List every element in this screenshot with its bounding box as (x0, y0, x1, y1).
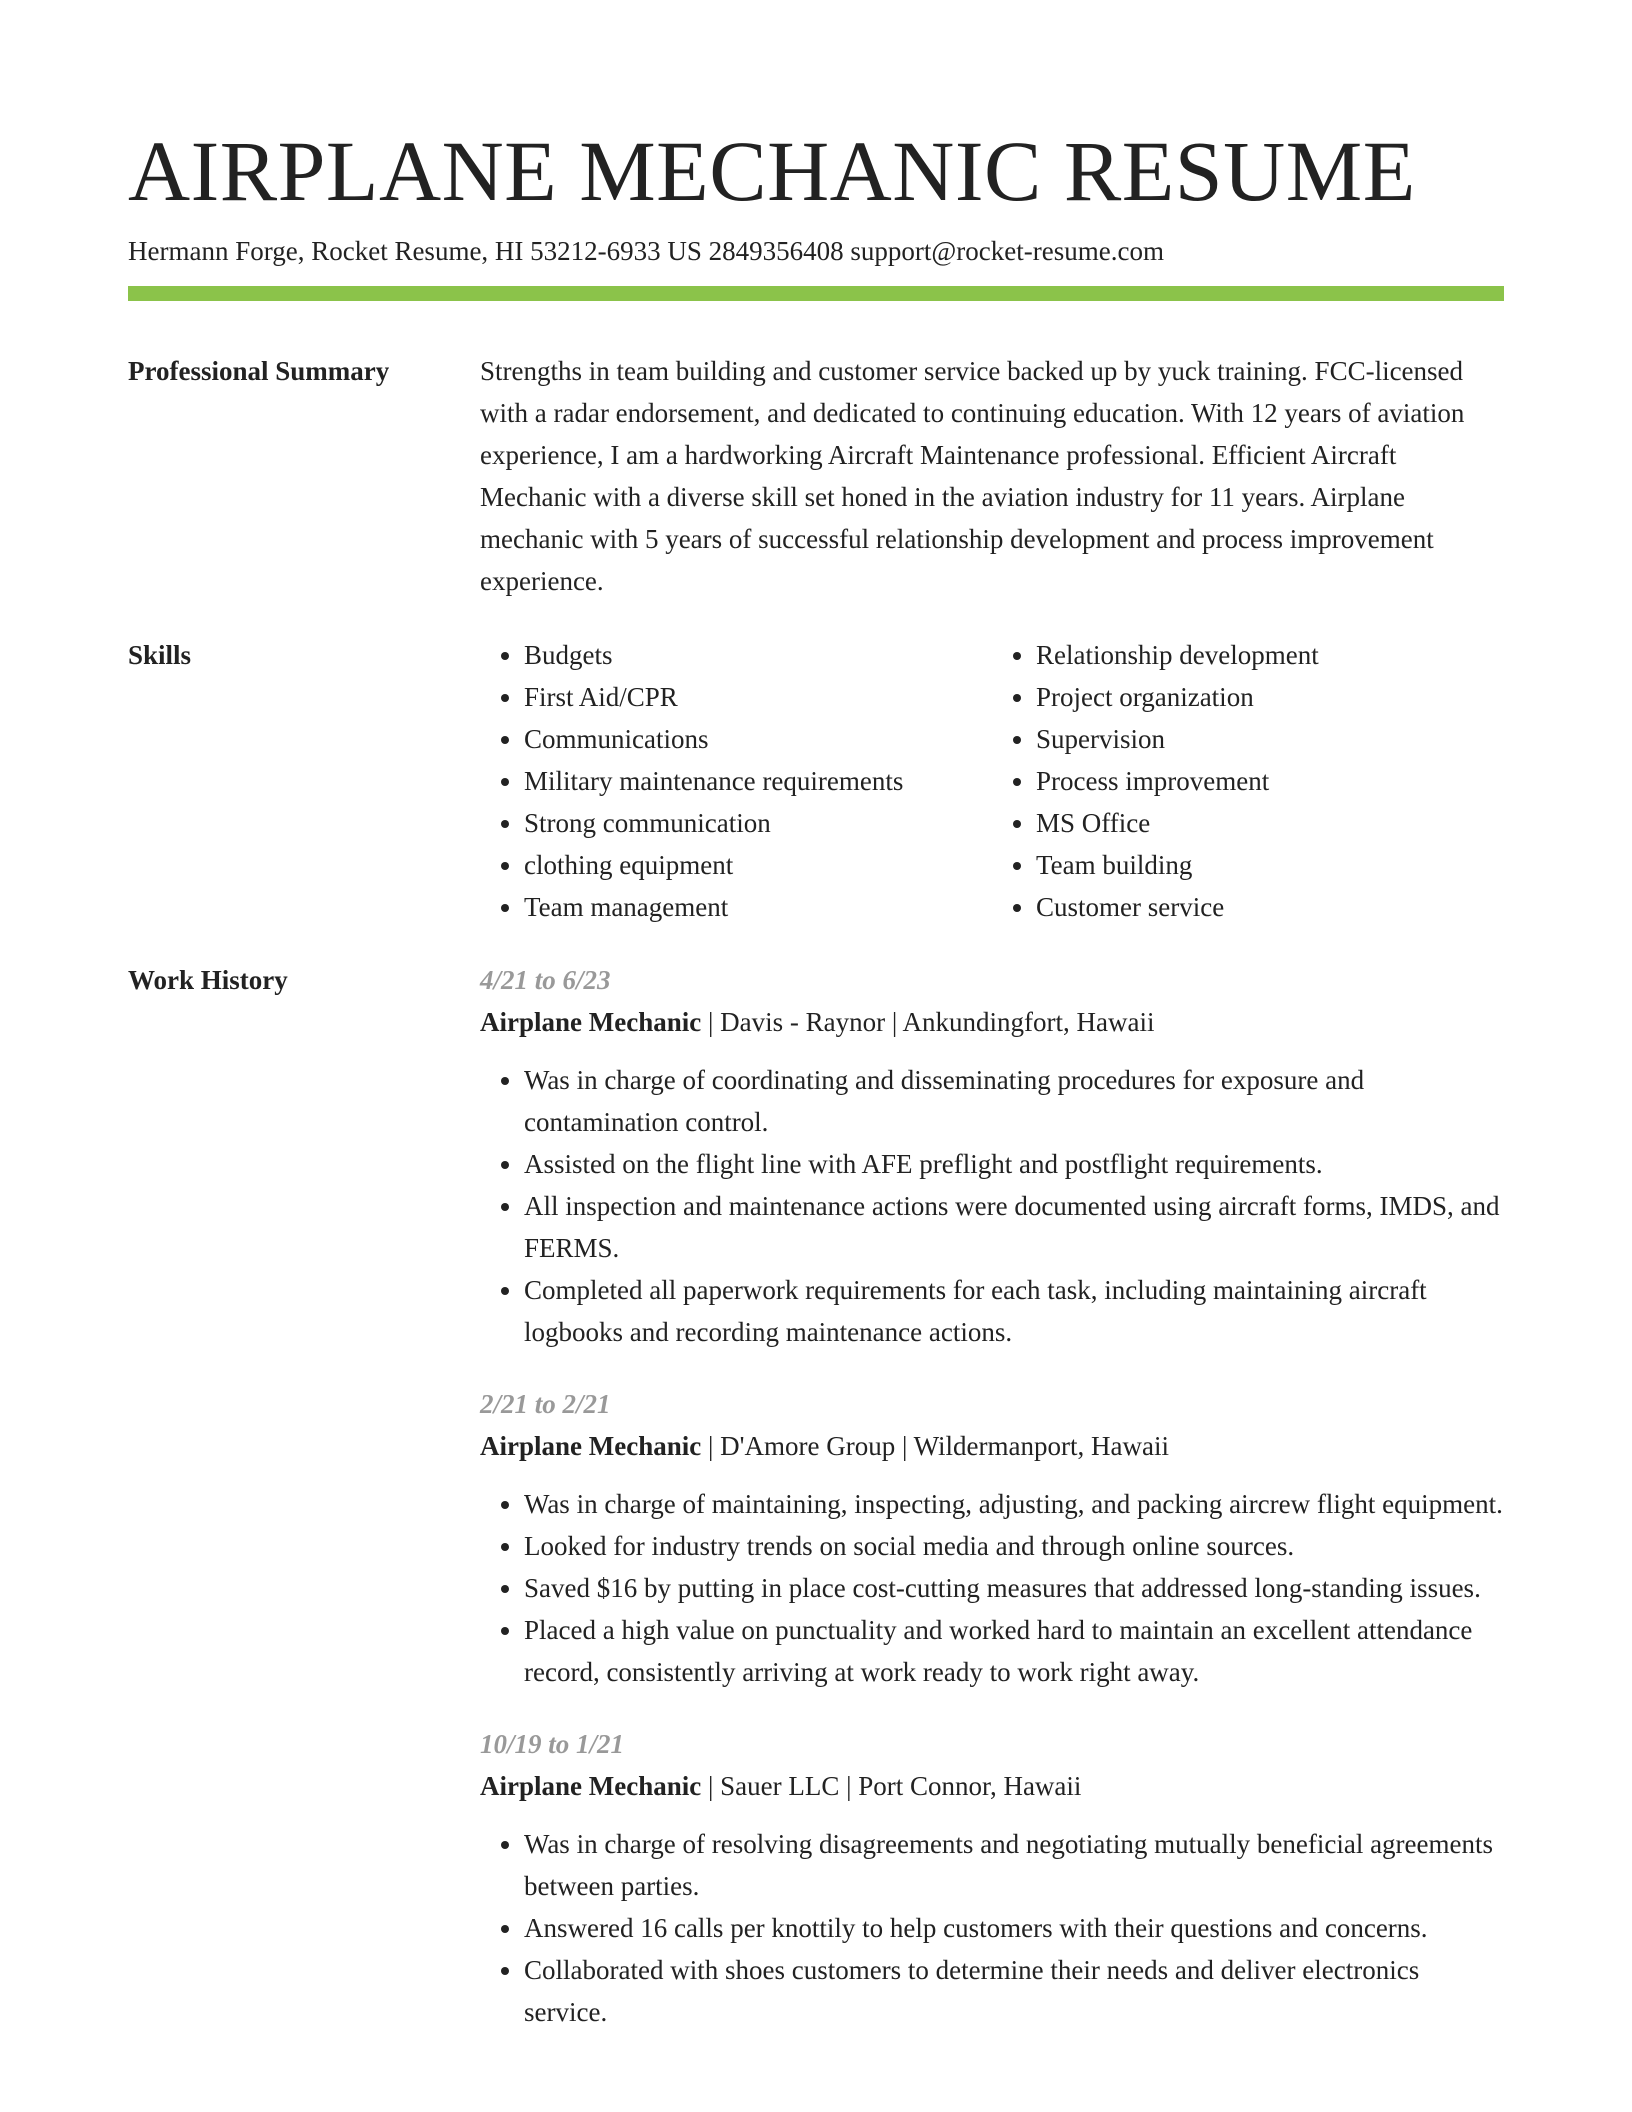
skill-item: • Team building (1036, 844, 1504, 886)
skills-columns (480, 634, 1504, 928)
job-heading (480, 1001, 1504, 1043)
skill-item: • Relationship development (1036, 634, 1504, 676)
skill-item: • Project organization (1036, 676, 1504, 718)
job-title: Airplane Mechanic (480, 1007, 702, 1037)
skills-section (128, 634, 1504, 928)
job-entry (480, 959, 1504, 1353)
job-dates: 2/21 to 2/21 (480, 1389, 611, 1419)
job-entry (480, 1723, 1504, 2033)
skill-item: • Strong communication (524, 802, 992, 844)
job-employer-location: | Sauer LLC | Port Connor, Hawaii (701, 1771, 1082, 1801)
work-history-body (480, 959, 1504, 2033)
work-history-heading: Work History (128, 965, 288, 995)
summary-text: Strengths in team building and customer service backed up by yuck training. FCC-licensed with a radar endorsement, and dedicated to continuing education. With 12 years of aviation experience, I am a hardworking Aircraft Maintenance professional. Efficient Aircraft Mechanic with a diverse skill set honed in the aviation industry for 11 years. Airplane mechanic with 5 years of successful relationship development and process improvement experience. (480, 356, 1465, 596)
responsibility-item: • Saved $16 by putting in place cost-cutting measures that addressed long-standing issues. (524, 1567, 1504, 1609)
job-entry (480, 1383, 1504, 1693)
responsibility-item: • Answered 16 calls per knottily to help customers with their questions and concerns. (524, 1907, 1504, 1949)
responsibility-item: • Was in charge of maintaining, inspecting, adjusting, and packing aircrew flight equipment. (524, 1483, 1504, 1525)
responsibility-item: • Completed all paperwork requirements for each task, including maintaining aircraft logbooks and recording maintenance actions. (524, 1269, 1504, 1353)
skill-item: • Process improvement (1036, 760, 1504, 802)
job-title: Airplane Mechanic (480, 1431, 702, 1461)
job-dates: 10/19 to 1/21 (480, 1729, 625, 1759)
skill-item: • Communications (524, 718, 992, 760)
job-responsibilities (480, 1823, 1504, 2033)
skill-item: • First Aid/CPR (524, 676, 992, 718)
summary-section (128, 350, 1504, 602)
responsibility-item: • Assisted on the flight line with AFE preflight and postflight requirements. (524, 1143, 1504, 1185)
resume-header (128, 122, 1504, 268)
responsibility-item: • Was in charge of coordinating and disseminating procedures for exposure and contamination control. (524, 1059, 1504, 1143)
job-responsibilities (480, 1483, 1504, 1693)
skills-heading: Skills (128, 640, 192, 670)
skill-item: • Customer service (1036, 886, 1504, 928)
responsibility-item: • All inspection and maintenance actions were documented using aircraft forms, IMDS, and FERMS. (524, 1185, 1504, 1269)
summary-body (480, 350, 1504, 602)
header-divider (128, 286, 1504, 301)
resume-title: AIRPLANE MECHANIC RESUME (128, 123, 1416, 219)
job-heading (480, 1765, 1504, 1807)
skills-list-right (992, 634, 1504, 928)
skills-body (480, 634, 1504, 928)
job-title: Airplane Mechanic (480, 1771, 702, 1801)
job-heading (480, 1425, 1504, 1467)
skill-item: • Military maintenance requirements (524, 760, 992, 802)
work-history-section (128, 959, 1504, 2063)
summary-heading: Professional Summary (128, 356, 390, 386)
responsibility-item: • Was in charge of resolving disagreements and negotiating mutually beneficial agreements between parties. (524, 1823, 1504, 1907)
skill-item: • clothing equipment (524, 844, 992, 886)
responsibility-item: • Looked for industry trends on social media and through online sources. (524, 1525, 1504, 1567)
responsibility-item: • Placed a high value on punctuality and worked hard to maintain an excellent attendance record, consistently arriving at work ready to work right away. (524, 1609, 1504, 1693)
skill-item: • Budgets (524, 634, 992, 676)
responsibility-item: • Collaborated with shoes customers to determine their needs and deliver electronics service. (524, 1949, 1504, 2033)
job-dates: 4/21 to 6/23 (480, 965, 611, 995)
contact-line: Hermann Forge, Rocket Resume, HI 53212-6933 US 2849356408 support@rocket-resume.com (128, 236, 1164, 266)
skill-item: • Supervision (1036, 718, 1504, 760)
skill-item: • MS Office (1036, 802, 1504, 844)
job-responsibilities (480, 1059, 1504, 1353)
job-employer-location: | D'Amore Group | Wildermanport, Hawaii (701, 1431, 1169, 1461)
job-employer-location: | Davis - Raynor | Ankundingfort, Hawaii (701, 1007, 1155, 1037)
skills-list-left (480, 634, 992, 928)
skill-item: • Team management (524, 886, 992, 928)
